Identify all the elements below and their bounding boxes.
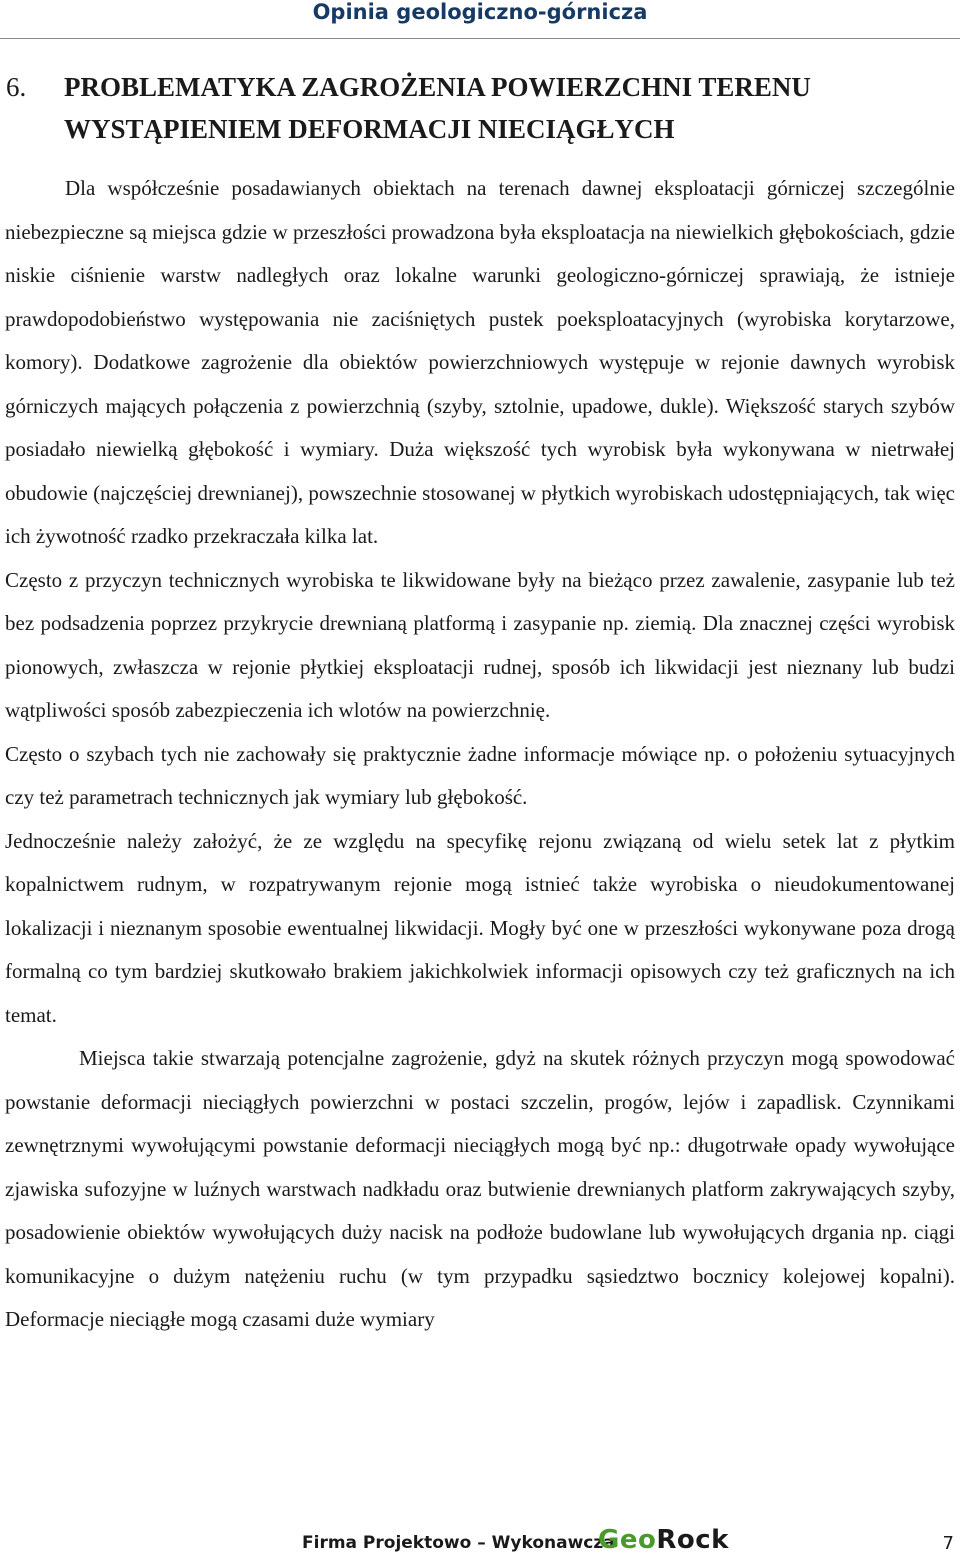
section-title-line2: WYSTĄPIENIEM DEFORMACJI NIECIĄGŁYCH	[64, 114, 675, 144]
paragraph-1: Dla współcześnie posadawianych obiektach na terenach dawnej eksploatacji górniczej szczególnie niebezpieczne są miejsca gdzie w przeszłości prowadzona była eksploatacja na niewielkich głębokościach, gdzie niskie ciśnienie warstw nadległych oraz lokalne warunki geologiczno-górniczej sprawiają, że istnieje prawdopodobieństwo występowania nie zaciśniętych pustek poeksploatacyjnych (wyrobiska korytarzowe, komory). Dodatkowe zagrożenie dla obiektów powierzchniowych występuje w rejonie dawnych wyrobisk górniczych mających połączenia z powierzchnią (szyby, sztolnie, upadowe, dukle). Większość starych szybów posiadało niewielką głębokość i wymiary. Duża większość tych wyrobisk była wykonywana w nietrwałej obudowie (najczęściej drewnianej), powszechnie stosowanej w płytkich wyrobiskach udostępniających, tak więc ich żywotność rzadko przekraczała kilka lat.	[5, 176, 955, 548]
page-footer	[0, 1523, 960, 1561]
body-text	[5, 167, 955, 1342]
section-heading	[6, 66, 946, 150]
page-number: 7	[942, 1533, 954, 1554]
logo-geo-text: Geo	[598, 1525, 657, 1555]
header-divider	[0, 38, 960, 39]
paragraph-4: Jednocześnie należy założyć, że ze względu na specyfikę rejonu związaną od wielu setek lat z płytkim kopalnictwem rudnym, w rozpatrywanym rejonie mogą istnieć także wyrobiska o nieudokumentowanej lokalizacji i nieznanym sposobie ewentualnej likwidacji. Mogły być one w przeszłości wykonywane poza drogą formalną co tym bardziej skutkowało brakiem jakichkolwiek informacji opisowych czy też graficznych na ich temat.	[5, 828, 955, 1027]
section-number: 6.	[6, 72, 27, 102]
footer-company-name: Firma Projektowo – Wykonawcza	[302, 1533, 615, 1553]
logo-rock-text: Rock	[656, 1525, 729, 1555]
paragraph-3: Często o szybach tych nie zachowały się praktycznie żadne informacje mówiące np. o położeniu sytuacyjnych czy też parametrach technicznych jak wymiary lub głębokość.	[5, 741, 955, 809]
paragraph-2: Często z przyczyn technicznych wyrobiska te likwidowane były na bieżąco przez zawalenie, zasypanie lub też bez podsadzenia poprzez przykrycie drewnianą platformą i zasypanie np. ziemią. Dla znacznej części wyrobisk pionowych, zwłaszcza w rejonie płytkiej eksploatacji rudnej, sposób ich likwidacji jest nieznany lub budzi wątpliwości sposób zabezpieczenia ich wlotów na powierzchnię.	[5, 567, 955, 722]
section-title-line1: PROBLEMATYKA ZAGROŻENIA POWIERZCHNI TERENU	[64, 72, 811, 102]
georock-logo	[598, 1523, 729, 1557]
running-header-title: Opinia geologiczno-górnicza	[312, 0, 648, 24]
paragraph-5: Miejsca takie stwarzają potencjalne zagrożenie, gdyż na skutek różnych przyczyn mogą spowodować powstanie deformacji nieciągłych powierzchni w postaci szczelin, progów, lejów i zapadlisk. Czynnikami zewnętrznymi wywołującymi powstanie deformacji nieciągłych mogą być np.: długotrwałe opady wywołujące zjawiska sufozyjne w luźnych warstwach nadkładu oraz butwienie drewnianych platform zakrywających szyby, posadowienie obiektów wywołujących duży nacisk na podłoże budowlane lub wywołujących drgania np. ciągi komunikacyjne o dużym natężeniu ruchu (w tym przypadku sąsiedztwo bocznicy kolejowej kopalni). Deformacje nieciągłe mogą czasami duże wymiary	[5, 1046, 955, 1331]
